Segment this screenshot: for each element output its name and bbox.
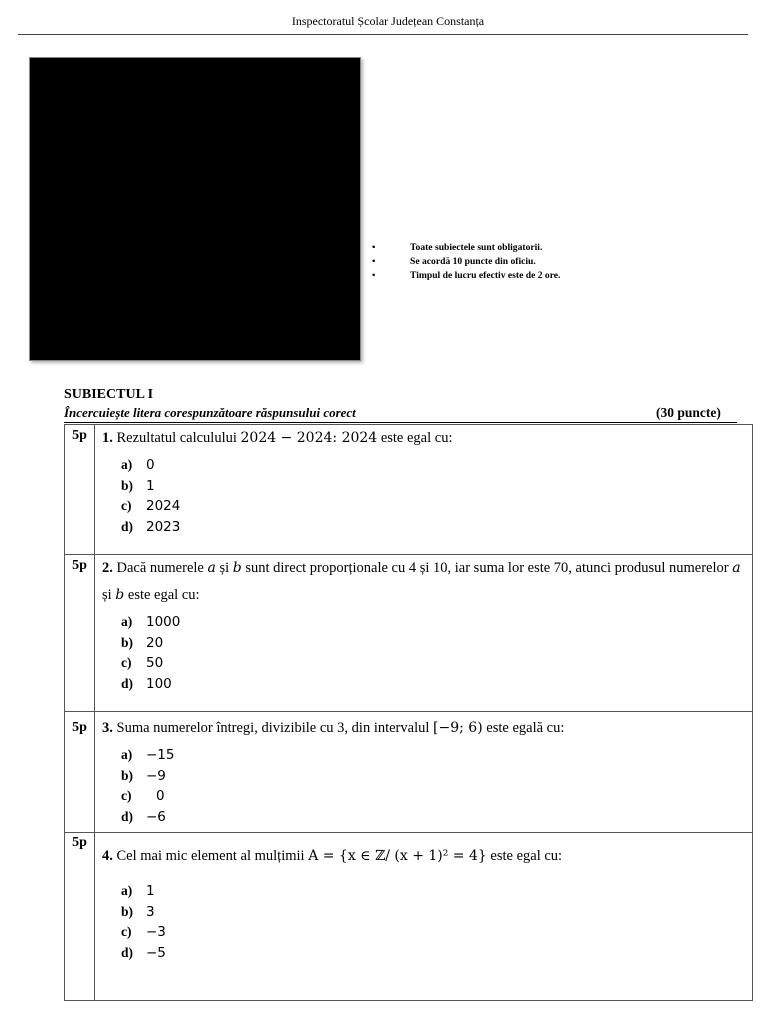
question-cell [95,833,753,1001]
page-header: Inspectoratul Școlar Județean Constanța [291,14,485,28]
question-number: 4. [102,848,113,864]
subject-title: SUBIECTUL I [64,387,154,402]
rule-item [372,255,560,269]
option-letter[interactable]: b) [121,634,134,650]
questions-table [64,424,753,1001]
question-points: 5p [65,555,95,712]
header-divider [18,34,748,35]
option-value: −9 [146,767,166,784]
option-letter[interactable]: a) [121,747,133,762]
option-letter[interactable]: c) [121,498,132,513]
option-letter[interactable]: c) [121,655,132,670]
option-letter[interactable]: c) [121,924,132,939]
answer-option[interactable] [121,807,752,828]
math-expression: 2024 − 2024: 2024 [240,430,378,446]
answer-options [102,612,752,694]
question-points: 5p [65,425,95,555]
math-variable: b [232,560,242,576]
question-number: 1. [102,430,113,446]
answer-option[interactable] [121,455,752,476]
question-text: 4. Cel mai mic element al mulțimii A = {x ∈ ℤ/ (x + 1)² = 4} este egal cu: [102,848,563,864]
question-row-4 [65,833,753,1001]
option-letter[interactable]: b) [121,767,134,783]
option-value: 20 [146,634,164,651]
math-expression: A = {x ∈ ℤ/ (x + 1)² = 4} [308,848,487,864]
option-letter[interactable]: a) [121,457,133,472]
question-points: 5p [65,712,95,833]
math-variable: a [207,560,216,576]
question-cell [95,555,753,712]
subject-points: (30 puncte) [656,405,721,420]
option-letter[interactable]: b) [121,477,134,493]
option-value: −6 [146,808,166,825]
bullet-icon: • [372,270,376,281]
option-letter[interactable]: a) [121,614,133,629]
answer-options [102,745,752,827]
option-letter[interactable]: d) [121,808,134,824]
option-value: −3 [146,924,166,940]
answer-option[interactable] [121,943,752,964]
question-cell [95,712,753,833]
bullet-icon: • [372,256,376,267]
exam-rules-list [372,241,560,283]
option-value: 0 [146,457,155,473]
question-text: 3. Suma numerelor întregi, divizibile cu 3, din intervalul [−9; 6) este egală cu: [102,720,565,736]
bullet-icon: • [372,242,376,253]
answer-option[interactable] [121,902,752,923]
option-value: 1000 [146,614,181,630]
rule-text: Se acordă 10 puncte din oficiu. [410,256,536,267]
question-number: 3. [102,720,113,736]
question-row-1 [65,425,753,555]
answer-options [102,881,752,963]
question-cell [95,425,753,555]
option-value: 3 [146,903,155,920]
answer-option[interactable] [121,745,752,766]
math-expression: [−9; 6) [433,720,483,736]
math-variable: a [732,560,741,576]
subject-instruction: Încercuiește litera corespunzătoare răspunsului corect [64,405,356,420]
option-value: 1 [146,477,155,494]
math-variable: b [115,587,125,603]
answer-option[interactable] [121,786,752,807]
option-value: 2024 [146,498,181,514]
redacted-image [29,57,361,361]
option-value: 100 [146,675,172,692]
question-number: 2. [102,560,113,576]
option-letter[interactable]: a) [121,883,133,898]
answer-option[interactable] [121,496,752,517]
option-letter[interactable]: d) [121,675,134,691]
question-points: 5p [65,833,95,1001]
answer-options [102,455,752,537]
rule-text: Toate subiectele sunt obligatorii. [410,242,543,253]
question-text: 2. Dacă numerele a și b sunt direct proporționale cu 4 și 10, iar suma lor este 70, atunci produsul numerelor a și b este egal cu: [102,560,741,603]
answer-option[interactable] [121,674,752,695]
option-letter[interactable]: d) [121,518,134,534]
answer-option[interactable] [121,881,752,902]
answer-option[interactable] [121,766,752,787]
answer-option[interactable] [121,476,752,497]
question-row-3 [65,712,753,833]
option-letter[interactable]: d) [121,944,134,960]
option-letter[interactable]: b) [121,903,134,919]
answer-option[interactable] [121,517,752,538]
answer-option[interactable] [121,653,752,674]
option-value: −15 [146,747,175,763]
option-value: 50 [146,655,164,671]
option-value: 1 [146,883,155,899]
option-value: 0 [156,788,165,804]
option-value: −5 [146,944,166,961]
answer-option[interactable] [121,633,752,654]
rule-item [372,269,560,283]
rule-item [372,241,560,255]
rule-text: Timpul de lucru efectiv este de 2 ore. [410,270,561,281]
subject-divider [64,422,737,423]
answer-option[interactable] [121,612,752,633]
option-value: 2023 [146,518,181,535]
question-row-2 [65,555,753,712]
answer-option[interactable] [121,922,752,943]
option-letter[interactable]: c) [121,788,132,803]
question-text: 1. Rezultatul calculului 2024 − 2024: 2024 este egal cu: [102,430,453,446]
